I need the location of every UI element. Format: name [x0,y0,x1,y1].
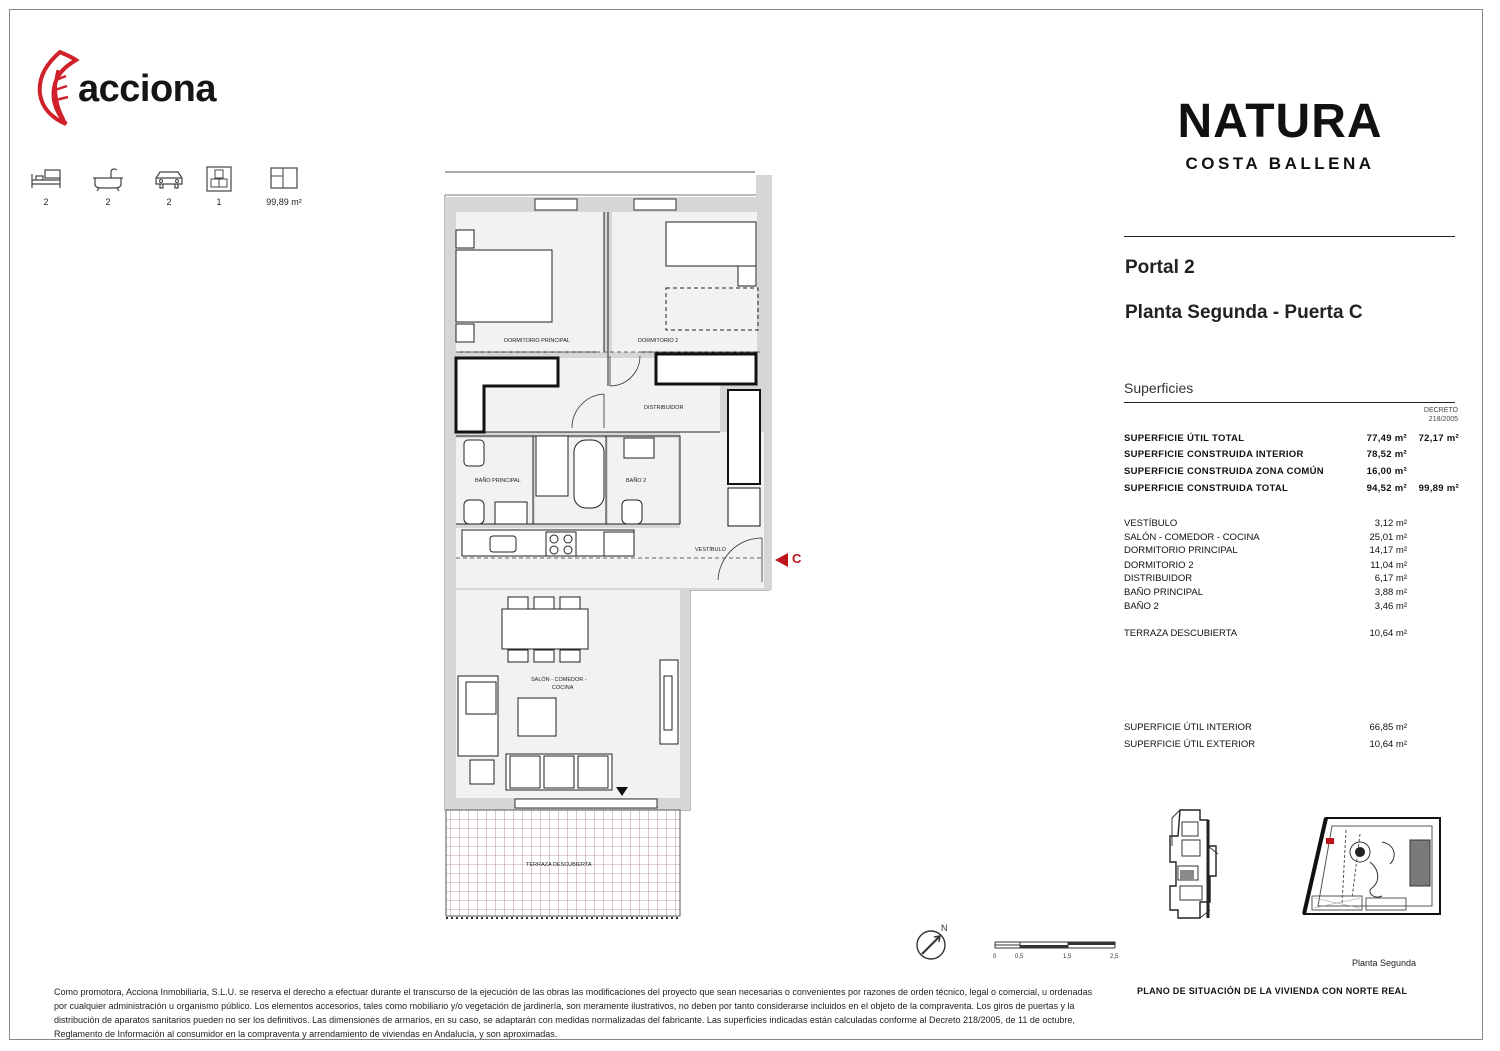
floor-plan [430,168,790,928]
label-bano-principal: BAÑO PRINCIPAL [475,478,521,484]
portal-title: Portal 2 [1125,257,1195,278]
bed-icon [29,166,63,192]
acciona-leaf-logo [36,50,80,132]
area-icon [267,166,301,192]
plano-situacion-caption: PLANO DE SITUACIÓN DE LA VIVIENDA CON NORTE REAL [1137,986,1408,996]
util-value: 66,85 m² [1369,722,1407,733]
room-value: 3,88 m² [1374,587,1407,598]
total-row [1124,466,1459,478]
room-row [1124,573,1459,585]
room-row [1124,587,1459,599]
row-decreto-value: 72,17 m² [1418,433,1459,444]
row-value: 16,00 m² [1366,466,1407,477]
kitchen-counter [462,530,634,556]
label-terraza: TERRAZA DESCUBIERTA [526,862,592,868]
superficies-divider [1124,402,1455,403]
bathrooms-count: 2 [105,197,111,207]
row-value: 78,52 m² [1366,449,1407,460]
room-row [1124,601,1459,613]
car-icon [152,166,186,192]
brand-name: NATURA [1177,95,1383,148]
building-key-plan [1160,806,1224,924]
feature-bathrooms [83,166,133,207]
feature-parking [144,166,194,207]
row-label: SUPERFICIE ÚTIL TOTAL [1124,433,1245,444]
row-label: SUPERFICIE CONSTRUIDA TOTAL [1124,483,1289,494]
bathtub-icon [91,166,125,192]
room-value: 25,01 m² [1369,532,1407,543]
room-row [1124,532,1459,544]
util-row [1124,722,1459,734]
label-vestibulo: VESTÍBULO [695,547,726,553]
door-c-marker [775,551,802,573]
brand-block [1150,96,1410,174]
north-label: N [941,923,948,933]
room-row [1124,545,1459,557]
total-row [1124,449,1459,461]
terraza-value: 10,64 m² [1369,628,1407,639]
area-value: 99,89 m² [266,197,302,207]
room-label: BAÑO 2 [1124,601,1159,612]
room-label: DISTRIBUIDOR [1124,573,1193,584]
decreto-label: DECRETO 218/2005 [1423,407,1458,423]
label-salon: SALÓN - COMEDOR - [531,677,587,683]
superficies-title: Superficies [1124,380,1194,396]
label-cocina: COCINA [552,685,574,691]
feature-bedrooms [21,166,71,207]
scale-tick: 0 [993,954,997,960]
brand-subtitle: COSTA BALLENA [1185,154,1375,173]
util-value: 10,64 m² [1369,739,1407,750]
room-value: 14,17 m² [1369,545,1407,556]
scale-tick: 0,5 [1015,954,1024,960]
label-dormitorio-2: DORMITORIO 2 [638,338,679,344]
parking-count: 2 [166,197,172,207]
util-label: SUPERFICIE ÚTIL INTERIOR [1124,722,1252,733]
room-label: VESTÍBULO [1124,518,1178,529]
planta-segunda-caption: Planta Segunda [1352,958,1417,968]
terraza-label: TERRAZA DESCUBIERTA [1124,628,1238,639]
total-row [1124,433,1459,445]
scale-bar [990,940,1130,962]
site-key-plan [1282,812,1442,920]
title-divider [1124,236,1455,237]
util-row [1124,739,1459,751]
label-distribuidor: DISTRIBUIDOR [644,405,684,411]
room-label: DORMITORIO 2 [1124,560,1194,571]
row-label: SUPERFICIE CONSTRUIDA INTERIOR [1124,449,1304,460]
terraza-row [1124,628,1459,640]
row-label: SUPERFICIE CONSTRUIDA ZONA COMÚN [1124,466,1324,477]
label-bano-2: BAÑO 2 [626,478,647,484]
room-value: 11,04 m² [1370,560,1407,571]
door-arrow-icon [775,552,789,568]
row-decreto-value: 99,89 m² [1418,483,1459,494]
room-label: BAÑO PRINCIPAL [1124,587,1204,598]
label-dormitorio-principal: DORMITORIO PRINCIPAL [504,338,570,344]
feature-storage [194,166,244,207]
util-label: SUPERFICIE ÚTIL EXTERIOR [1124,739,1256,750]
row-value: 77,49 m² [1366,433,1407,444]
scale-tick: 2,5 [1110,954,1119,960]
scale-tick: 1,5 [1063,954,1072,960]
room-row [1124,518,1459,530]
storage-count: 1 [216,197,222,207]
feature-area [259,166,309,207]
door-c-label: C [792,551,802,566]
room-row [1124,560,1459,572]
room-value: 3,12 m² [1374,518,1407,529]
company-logo-text: acciona [78,68,217,110]
row-value: 94,52 m² [1366,483,1407,494]
legal-disclaimer: Como promotora, Acciona Inmobiliaria, S.L.U. se reserva el derecho a efectuar durante el transcurso de la ejecución de las obras las modificaciones del proyecto que sean necesarias o convenientes por razones de orden técnico, legal o comercial, u ordenadas por cualquier administración u organismo público. Los elementos accesorios, tales como mobiliario y/o vegetación de jardinería, son meramente ilustrativos, no deben por tanto considerarse incluidos en el objeto de la compraventa. Los giros de puertas y la distribución de aparatos sanitarios pueden no ser los definitivos. Las dimensiones de armarios, en su caso, se adaptarán con medidas normalizadas del fabricante. Las superficies indicadas están calculadas conforme al Decreto 218/2005, de 11 de octubre, Reglamento de Información al consumidor en la compraventa y arrendamiento de viviendas en Andalucía, y son aproximadas. [54,987,1093,1039]
room-label: SALÓN - COMEDOR - COCINA [1124,532,1260,543]
bedrooms-count: 2 [43,197,49,207]
room-value: 3,46 m² [1374,601,1407,612]
planta-title: Planta Segunda - Puerta C [1125,302,1363,323]
room-value: 6,17 m² [1374,573,1407,584]
north-compass-icon [912,918,954,964]
total-row [1124,483,1459,495]
storage-icon [202,166,236,192]
room-label: DORMITORIO PRINCIPAL [1124,545,1238,556]
